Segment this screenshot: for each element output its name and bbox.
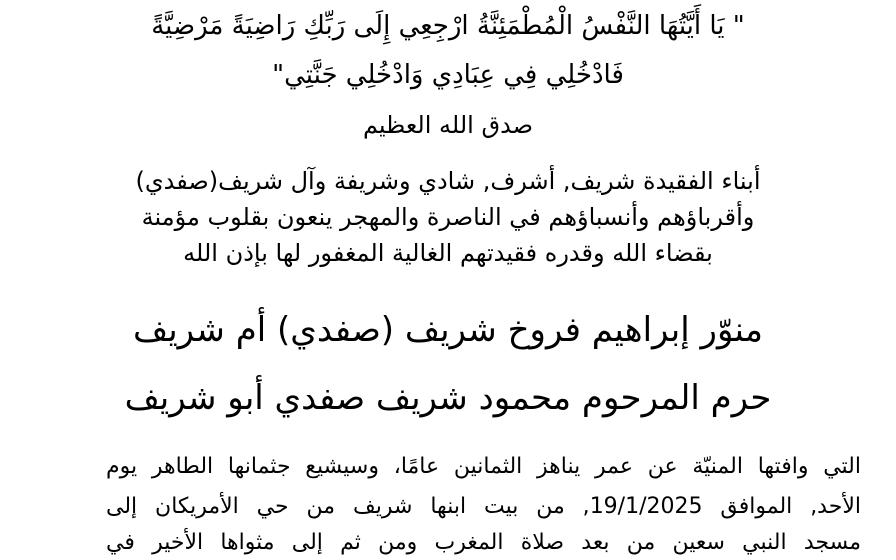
announcement-line-1: أبناء الفقيدة شريف, أشرف, شادي وشريفة وآل شريف(صفدي) [135, 167, 761, 195]
announcement-line-3: بقضاء الله وقدره فقيدتهم الغالية المغفور لها بإذن الله [183, 239, 713, 267]
funeral-details-line-3: مسجد النبي سعين من بعد صلاة المغرب ومن ثم إلى مثواها الأخير في [106, 530, 861, 555]
deceased-spouse-line: حرم المرحوم محمود شريف صفدي أبو شريف [124, 378, 772, 418]
funeral-details-line-1: التي وافتها المنيّة عن عمر يناهز الثمانين عامًا، وسيشيع جثمانها الطاهر يوم [106, 454, 861, 479]
announcement-line-2: وأقرباؤهم وأنسباؤهم في الناصرة والمهجر ينعون بقلوب مؤمنة [141, 203, 755, 231]
deceased-name: منوّر إبراهيم فروخ شريف (صفدي) أم شريف [133, 310, 763, 350]
quran-verse-line-1: " يَا أَيَّتُهَا النَّفْسُ الْمُطْمَئِنَّةُ ارْجِعِي إِلَى رَبِّكِ رَاضِيَةً مَرْضِيَّةً [151, 11, 745, 41]
verse-closing-phrase: صدق الله العظيم [362, 111, 534, 139]
funeral-details-line-2: الأحد, الموافق 19/1/2025, من بيت ابنها شريف من حي الأمريكان إلى [106, 494, 861, 519]
quran-verse-line-2: فَادْخُلِي فِي عِبَادِي وَادْخُلِي جَنَّتِي" [272, 60, 624, 90]
